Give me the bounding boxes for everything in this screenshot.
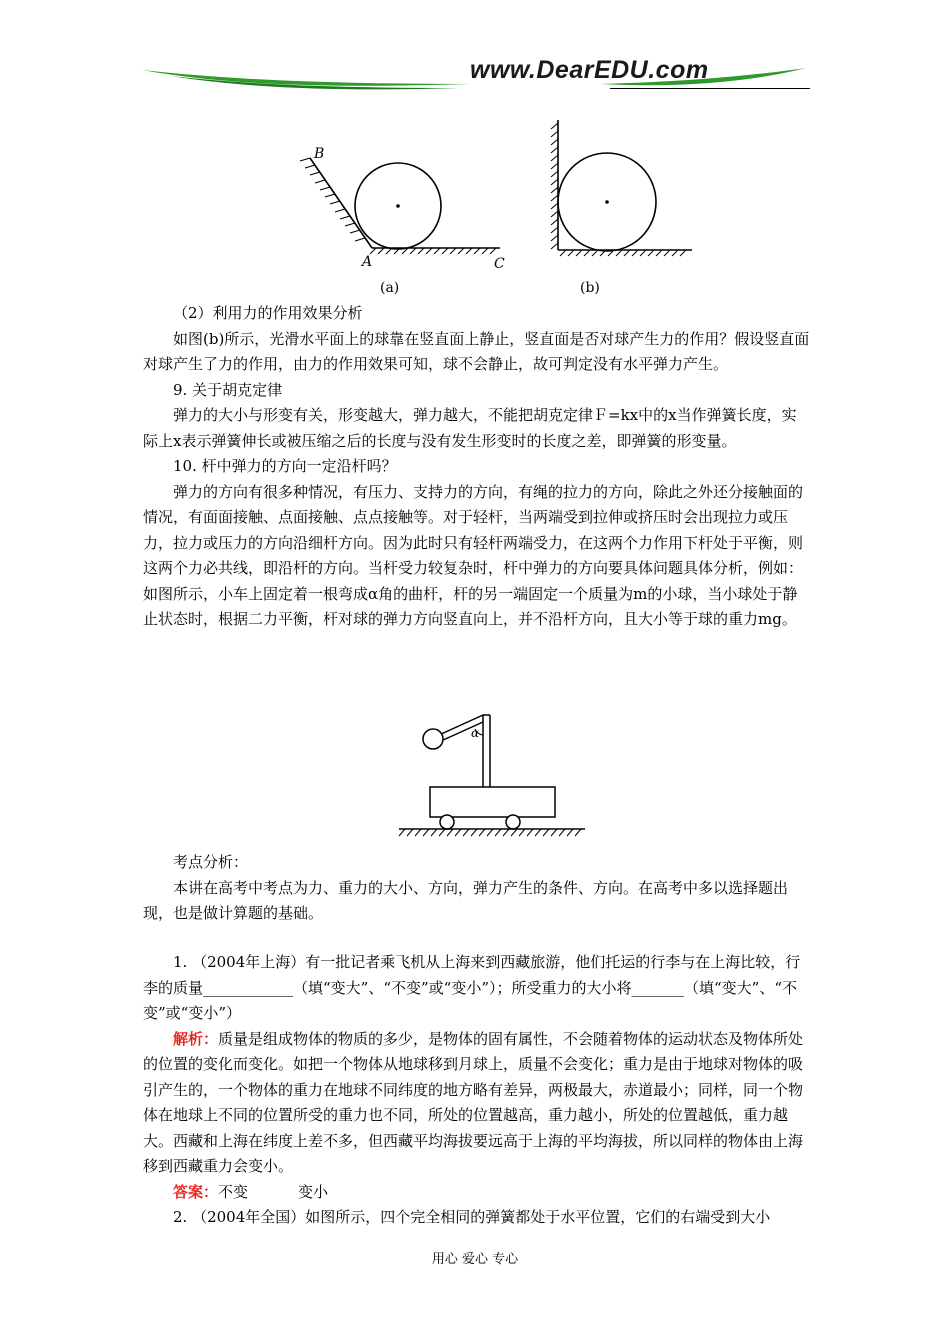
text-block-1 xyxy=(143,301,811,633)
text-block-3 xyxy=(143,950,811,1231)
figure-cart xyxy=(395,705,590,840)
caption-b: (b) xyxy=(580,280,600,296)
analysis-title: 考点分析： xyxy=(173,853,249,871)
answer-label: 答案： xyxy=(173,1182,219,1201)
item-10-body: 弹力的方向有很多种情况，有压力、支持力的方向，有绳的拉力的方向，除此之外还分接触面的情况，有面面接触、点面接触、点点接触等。对于轻杆，当两端受到拉伸或挤压时会出现拉力或压力，拉力或压力的方向沿细杆方向。因为此时只有轻杆两端受力，在这两个力作用下杆处于平衡，则这两个力必共线，即沿杆的方向。当杆受力较复杂时，杆中弹力的方向要具体问题具体分析，例如：如图所示，小车上固定着一根弯成α角的曲杆，杆的另一端固定一个质量为m的小球，当小球处于静止状态时，根据二力平衡，杆对球的弹力方向竖直向上，并不沿杆方向，且大小等于球的重力mg。 xyxy=(143,482,804,628)
q1-answer xyxy=(143,1180,811,1206)
page-header xyxy=(140,56,808,102)
solution-label: 解析： xyxy=(173,1029,219,1048)
answer-1: 不变 xyxy=(218,1182,249,1201)
header-swoosh-left xyxy=(140,62,470,102)
header-rule xyxy=(610,88,810,89)
question-1: 1. （2004年上海）有一批记者乘飞机从上海来到西藏旅游，他们托运的行李与在上海比较，行李的质量____________（填“变大”、“不变”或“变小”）；所受重力的大小将_______（填“变大”、“不变”或“变小”） xyxy=(143,953,801,1022)
q1-solution xyxy=(143,1027,811,1180)
answer-2: 变小 xyxy=(298,1182,329,1201)
solution-body: 质量是组成物体的物质的多少，是物体的固有属性，不会随着物体的运动状态及物体所处的位置的变化而变化。如把一个物体从地球移到月球上，质量不会变化；重力是由于地球对物体的吸引产生的，一个物体的重力在地球不同纬度的地方略有差异，两极最大，赤道最小；同样，同一个物体在地球上不同的位置所受的重力也不同，所处的位置越高，重力越小，所处的位置越低，重力越大。西藏和上海在纬度上差不多，但西藏平均海拔要远高于上海的平均海拔，所以同样的物体由上海移到西藏重力会变小。 xyxy=(143,1029,804,1175)
text-block-2 xyxy=(143,850,811,927)
site-logo-text: www.DearEDU.com xyxy=(470,56,709,84)
item-9-title: 9. 关于胡克定律 xyxy=(173,380,283,399)
label-B: B xyxy=(314,146,325,162)
figure-b xyxy=(540,115,700,265)
item-9-body: 弹力的大小与形变有关，形变越大，弹力越大，不能把胡克定律Ｆ=kx中的x当作弹簧长度，实际上x表示弹簧伸长或被压缩之后的长度与没有发生形变时的长度之差，即弹簧的形变量。 xyxy=(143,406,797,450)
item-10-title: 10. 杆中弹力的方向一定沿杆吗？ xyxy=(173,457,397,475)
section-2-title: （2）利用力的作用效果分析 xyxy=(173,304,363,322)
caption-a: (a) xyxy=(380,280,400,296)
figure-a xyxy=(290,140,520,275)
label-C: C xyxy=(494,256,505,272)
analysis-body: 本讲在高考中考点为力、重力的大小、方向，弹力产生的条件、方向。在高考中多以选择题出现，也是做计算题的基础。 xyxy=(143,878,789,922)
section-2-body: 如图(b)所示，光滑水平面上的球靠在竖直面上静止，竖直面是否对球产生力的作用？假设竖直面对球产生了力的作用，由力的作用效果可知，球不会静止，故可判定没有水平弹力产生。 xyxy=(143,329,810,373)
page-footer: 用心 爱心 专心 xyxy=(431,1252,519,1267)
question-2: 2. （2004年全国）如图所示，四个完全相同的弹簧都处于水平位置，它们的右端受到大小 xyxy=(173,1208,771,1226)
label-alpha: α xyxy=(471,726,480,740)
label-A: A xyxy=(362,254,373,270)
